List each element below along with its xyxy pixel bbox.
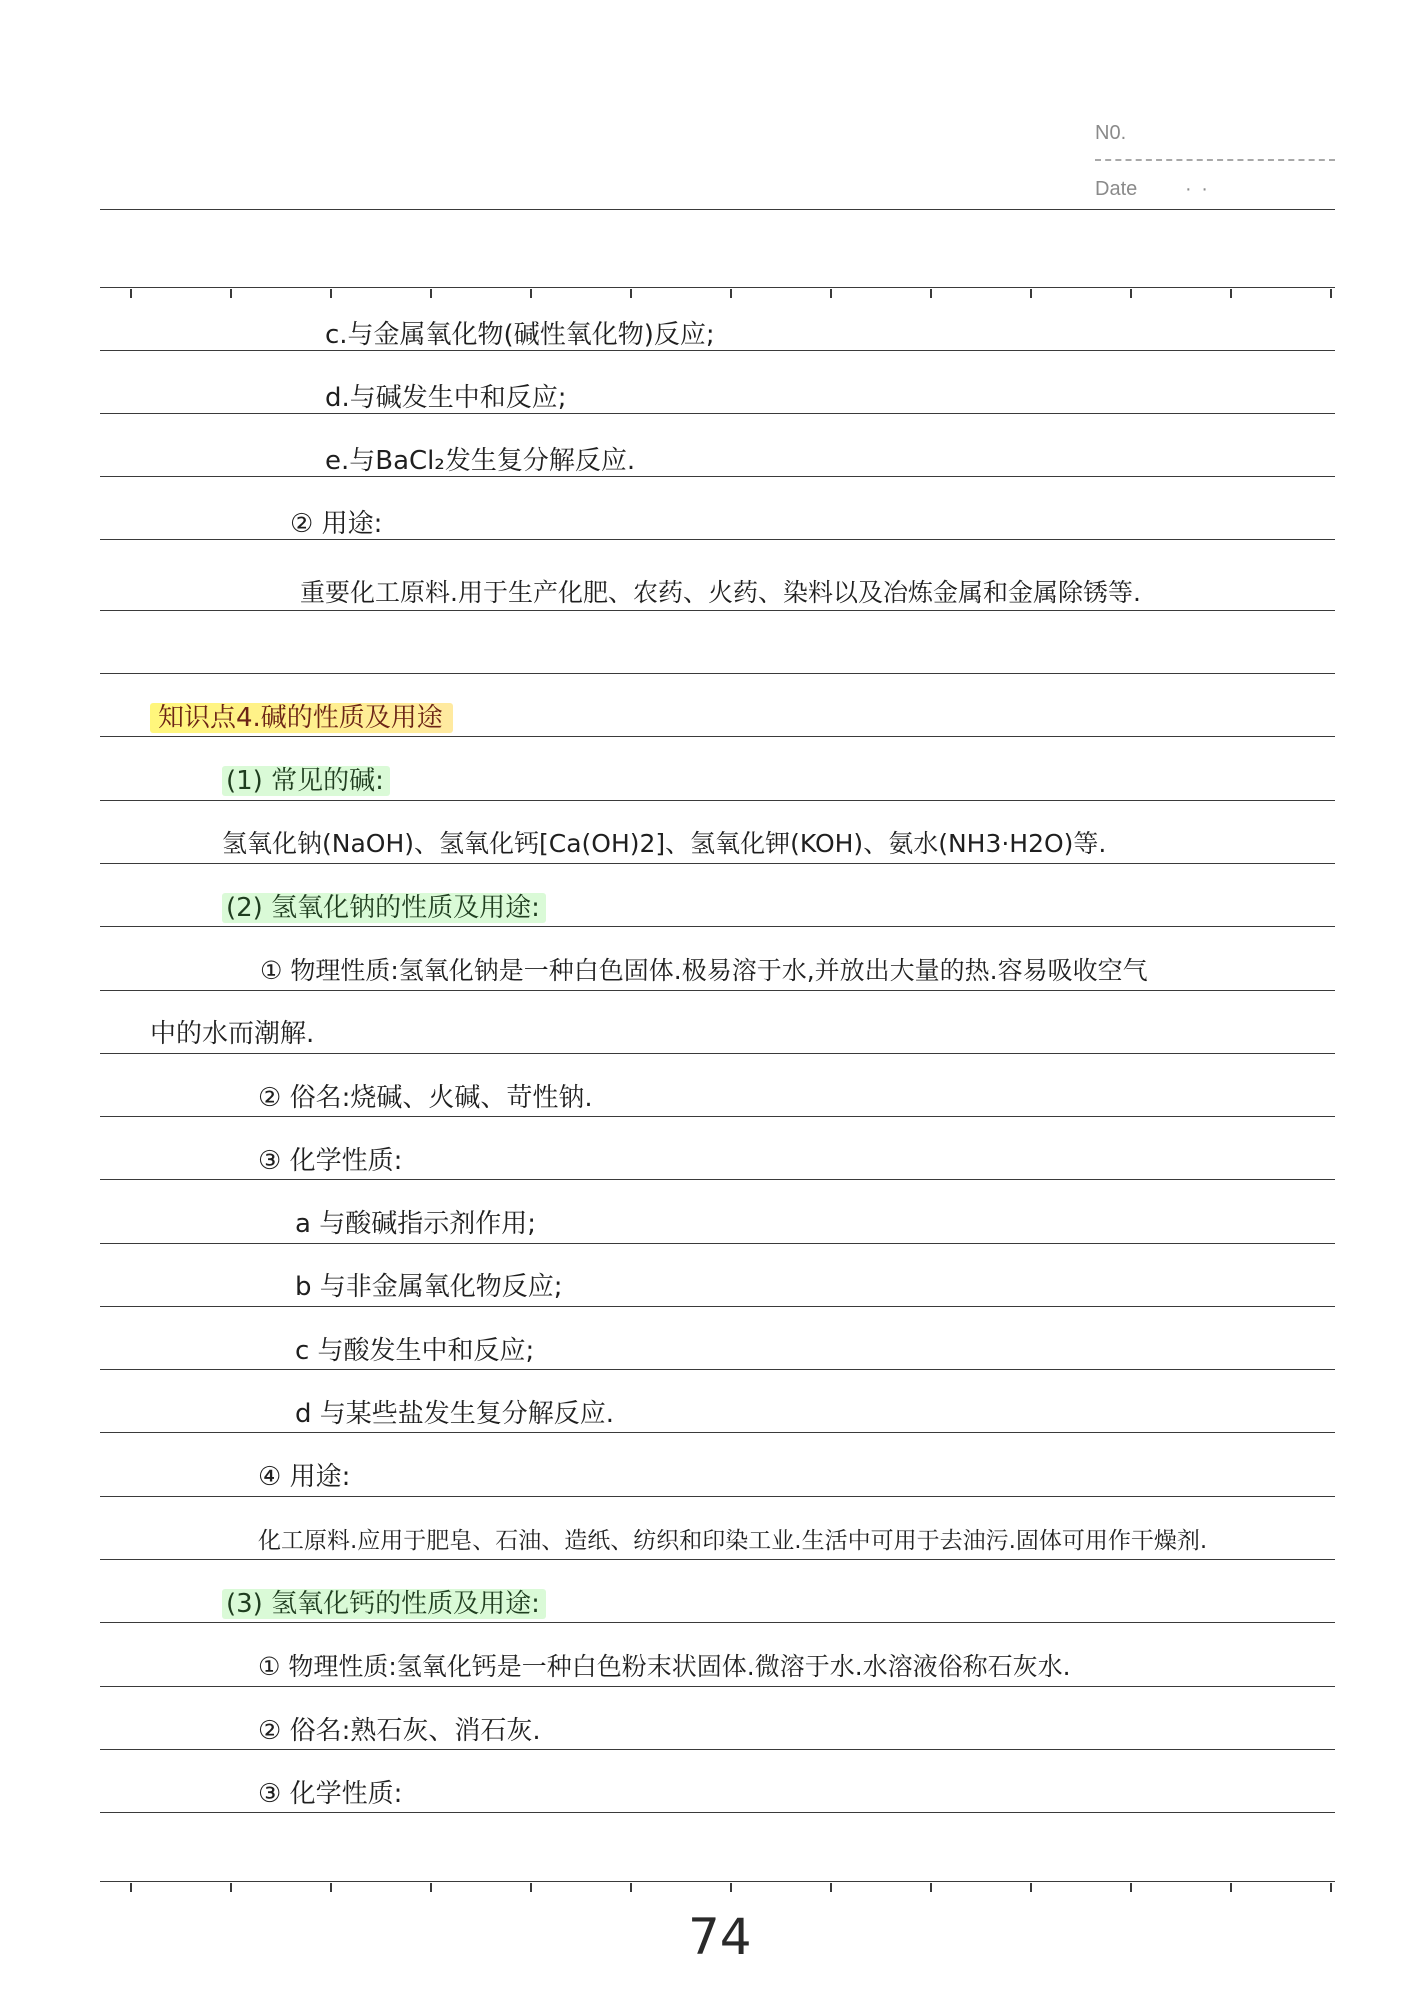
naoh-chem-a: a 与酸碱指示剂作用; <box>295 1209 536 1239</box>
tick-row <box>100 1883 1335 1893</box>
rule-line <box>100 673 1335 674</box>
naoh-use-heading: ④ 用途: <box>258 1462 351 1492</box>
rule-line <box>100 610 1335 611</box>
rule-line <box>100 990 1335 991</box>
rule-line <box>100 1749 1335 1750</box>
rule-line <box>100 1496 1335 1497</box>
rule-line <box>100 1559 1335 1560</box>
naoh-chem-d: d 与某些盐发生复分解反应. <box>295 1399 615 1429</box>
caoh2-chem-heading: ③ 化学性质: <box>258 1779 403 1809</box>
naoh-chem-heading: ③ 化学性质: <box>258 1146 403 1176</box>
date-label: Date <box>1095 178 1138 200</box>
rule-line <box>100 800 1335 801</box>
date-dots: · · <box>1185 178 1210 200</box>
acid-use-text: 重要化工原料.用于生产化肥、农药、火药、染料以及冶炼金属和金属除锈等. <box>300 578 1141 607</box>
acid-property-c: c.与金属氧化物(碱性氧化物)反应; <box>325 320 715 350</box>
rule-line <box>100 926 1335 927</box>
naoh-heading <box>222 893 546 923</box>
page-number: 74 <box>688 1908 752 1966</box>
naoh-common-names: ② 俗名:烧碱、火碱、苛性钠. <box>258 1083 593 1113</box>
rule-line <box>100 1179 1335 1180</box>
rule-line <box>100 1881 1335 1882</box>
rule-line <box>100 1243 1335 1244</box>
tick-row <box>100 289 1335 299</box>
no-label: N0. <box>1095 122 1127 144</box>
rule-line <box>100 1432 1335 1433</box>
header-divider <box>1095 159 1335 161</box>
rule-line <box>100 476 1335 477</box>
naoh-physical-cont: 中的水而潮解. <box>150 1019 315 1049</box>
acid-use-heading: ② 用途: <box>290 509 383 539</box>
acid-property-e: e.与BaCl₂发生复分解反应. <box>325 446 636 476</box>
knowledge-point-heading <box>150 703 453 733</box>
rule-line <box>100 1686 1335 1687</box>
common-bases-list: 氢氧化钠(NaOH)、氢氧化钙[Ca(OH)2]、氢氧化钾(KOH)、氨水(NH3·H2O)等. <box>222 829 1107 858</box>
rule-line <box>100 350 1335 351</box>
naoh-physical: ① 物理性质:氢氧化钠是一种白色固体.极易溶于水,并放出大量的热.容易吸收空气 <box>260 956 1148 985</box>
subheading-caoh2: (3) 氢氧化钙的性质及用途: <box>222 1589 546 1619</box>
common-bases-heading <box>222 766 390 796</box>
rule-line <box>100 413 1335 414</box>
rule-line <box>100 539 1335 540</box>
caoh2-common-names: ② 俗名:熟石灰、消石灰. <box>258 1716 541 1746</box>
rule-line <box>100 736 1335 737</box>
subheading-naoh: (2) 氢氧化钠的性质及用途: <box>222 893 546 923</box>
rule-line <box>100 863 1335 864</box>
rule-line <box>100 1053 1335 1054</box>
rule-line <box>100 287 1335 288</box>
naoh-chem-c: c 与酸发生中和反应; <box>295 1336 535 1366</box>
rule-line <box>100 1622 1335 1623</box>
rule-line <box>100 1812 1335 1813</box>
rule-line <box>100 1369 1335 1370</box>
rule-line <box>100 1306 1335 1307</box>
knowledge-point-4: 知识点4.碱的性质及用途 <box>150 703 453 733</box>
caoh2-physical: ① 物理性质:氢氧化钙是一种白色粉末状固体.微溶于水.水溶液俗称石灰水. <box>258 1652 1071 1681</box>
rule-line <box>100 209 1335 210</box>
caoh2-heading <box>222 1589 546 1619</box>
naoh-use-text: 化工原料.应用于肥皂、石油、造纸、纺织和印染工业.生活中可用于去油污.固体可用作干燥剂. <box>258 1528 1208 1554</box>
acid-property-d: d.与碱发生中和反应; <box>325 383 567 413</box>
rule-line <box>100 1116 1335 1117</box>
naoh-chem-b: b 与非金属氧化物反应; <box>295 1272 563 1302</box>
subheading-common-bases: (1) 常见的碱: <box>222 766 390 796</box>
